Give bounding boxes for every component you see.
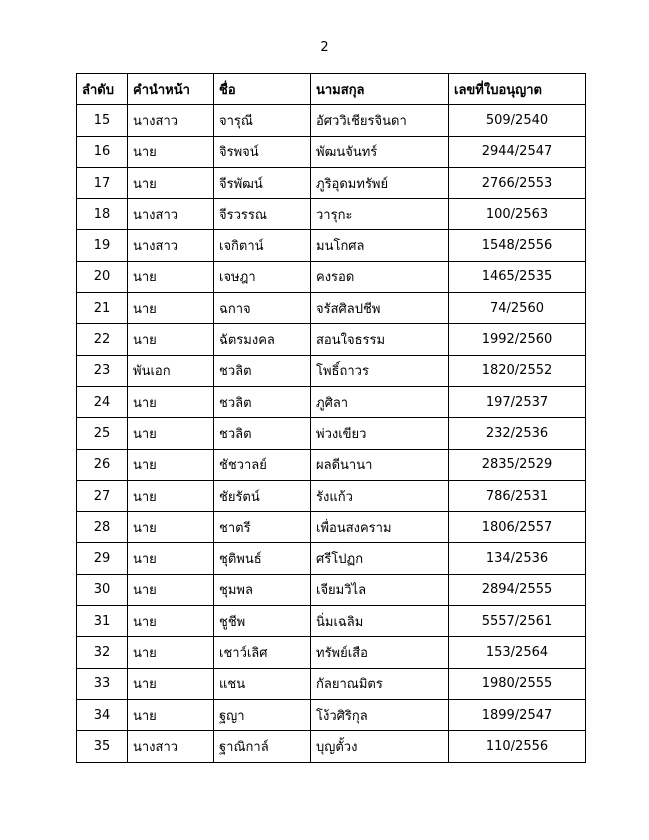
cell-title: นางสาว (128, 731, 214, 762)
cell-last-name: อัศววิเชียรจินดา (311, 105, 449, 136)
cell-last-name: ภูริอุดมทรัพย์ (311, 167, 449, 198)
cell-title: นาย (128, 480, 214, 511)
table-body (77, 105, 586, 762)
table-row (77, 512, 586, 543)
cell-title: นาย (128, 418, 214, 449)
cell-last-name: บุญตั้วง (311, 731, 449, 762)
cell-title: นาย (128, 293, 214, 324)
cell-first-name: เจกิตาน์ (214, 230, 311, 261)
cell-last-name: โง้วศิริกุล (311, 699, 449, 730)
cell-first-name: จีรพัฒน์ (214, 167, 311, 198)
cell-title: นาย (128, 637, 214, 668)
cell-title: พันเอก (128, 355, 214, 386)
cell-license: 5557/2561 (449, 606, 586, 637)
table-row (77, 449, 586, 480)
table-row (77, 136, 586, 167)
cell-no: 34 (77, 699, 128, 730)
cell-title: นาย (128, 574, 214, 605)
cell-title: นาย (128, 543, 214, 574)
cell-last-name: เพื่อนสงคราม (311, 512, 449, 543)
table-row (77, 731, 586, 762)
cell-license: 2944/2547 (449, 136, 586, 167)
cell-last-name: มนโกศล (311, 230, 449, 261)
cell-no: 35 (77, 731, 128, 762)
table-row (77, 355, 586, 386)
cell-license: 1820/2552 (449, 355, 586, 386)
cell-license: 153/2564 (449, 637, 586, 668)
header-last-name: นามสกุล (311, 74, 449, 105)
cell-first-name: เชาว์เลิศ (214, 637, 311, 668)
cell-license: 1992/2560 (449, 324, 586, 355)
cell-no: 26 (77, 449, 128, 480)
cell-title: นางสาว (128, 105, 214, 136)
cell-title: นาย (128, 261, 214, 292)
cell-license: 110/2556 (449, 731, 586, 762)
cell-no: 29 (77, 543, 128, 574)
header-license: เลขที่ใบอนุญาต (449, 74, 586, 105)
table-row (77, 293, 586, 324)
cell-last-name: คงรอด (311, 261, 449, 292)
cell-first-name: แชน (214, 668, 311, 699)
cell-last-name: รังแก้ว (311, 480, 449, 511)
table-row (77, 606, 586, 637)
cell-no: 30 (77, 574, 128, 605)
cell-first-name: ชัชวาลย์ (214, 449, 311, 480)
cell-last-name: ผลดีนานา (311, 449, 449, 480)
cell-no: 28 (77, 512, 128, 543)
table-row (77, 261, 586, 292)
cell-no: 31 (77, 606, 128, 637)
cell-no: 21 (77, 293, 128, 324)
cell-first-name: เจษฎา (214, 261, 311, 292)
cell-last-name: นิ่มเฉลิม (311, 606, 449, 637)
cell-first-name: ชูชีพ (214, 606, 311, 637)
cell-license: 2894/2555 (449, 574, 586, 605)
cell-license: 197/2537 (449, 386, 586, 417)
table-row (77, 418, 586, 449)
cell-first-name: ฐาณิกาล์ (214, 731, 311, 762)
cell-first-name: จีรวรรณ (214, 199, 311, 230)
header-title: คำนำหน้า (128, 74, 214, 105)
cell-no: 24 (77, 386, 128, 417)
cell-first-name: ชวลิต (214, 418, 311, 449)
table-row (77, 543, 586, 574)
cell-license: 134/2536 (449, 543, 586, 574)
cell-license: 1548/2556 (449, 230, 586, 261)
table-row (77, 324, 586, 355)
cell-title: นาย (128, 136, 214, 167)
cell-first-name: ฐญา (214, 699, 311, 730)
license-table (76, 73, 586, 763)
table-row (77, 386, 586, 417)
cell-no: 18 (77, 199, 128, 230)
cell-license: 2766/2553 (449, 167, 586, 198)
cell-first-name: ชวลิต (214, 355, 311, 386)
table-row (77, 199, 586, 230)
cell-title: นางสาว (128, 230, 214, 261)
cell-license: 1465/2535 (449, 261, 586, 292)
cell-license: 509/2540 (449, 105, 586, 136)
cell-license: 1980/2555 (449, 668, 586, 699)
table-header (77, 74, 586, 105)
cell-first-name: ชาตรี (214, 512, 311, 543)
cell-last-name: เจียมวิไล (311, 574, 449, 605)
cell-license: 74/2560 (449, 293, 586, 324)
header-row (77, 74, 586, 105)
cell-title: นาย (128, 449, 214, 480)
cell-first-name: ชัยรัตน์ (214, 480, 311, 511)
cell-no: 17 (77, 167, 128, 198)
cell-license: 232/2536 (449, 418, 586, 449)
cell-no: 22 (77, 324, 128, 355)
cell-license: 1899/2547 (449, 699, 586, 730)
cell-last-name: พ่วงเขียว (311, 418, 449, 449)
cell-title: นาย (128, 324, 214, 355)
table-row (77, 668, 586, 699)
table-row (77, 230, 586, 261)
cell-last-name: กัลยาณมิตร (311, 668, 449, 699)
table-row (77, 699, 586, 730)
cell-first-name: ชุมพล (214, 574, 311, 605)
cell-title: นาย (128, 668, 214, 699)
cell-title: นาย (128, 606, 214, 637)
table-row (77, 574, 586, 605)
cell-license: 1806/2557 (449, 512, 586, 543)
cell-no: 23 (77, 355, 128, 386)
cell-title: นาย (128, 512, 214, 543)
page-number: 2 (320, 40, 329, 55)
cell-first-name: จิรพจน์ (214, 136, 311, 167)
table-row (77, 637, 586, 668)
cell-last-name: จรัสศิลปชีพ (311, 293, 449, 324)
cell-first-name: ชวลิต (214, 386, 311, 417)
cell-no: 15 (77, 105, 128, 136)
cell-first-name: ฉัตรมงคล (214, 324, 311, 355)
cell-last-name: สอนใจธรรม (311, 324, 449, 355)
cell-license: 100/2563 (449, 199, 586, 230)
cell-no: 16 (77, 136, 128, 167)
table-row (77, 480, 586, 511)
cell-last-name: วารุกะ (311, 199, 449, 230)
cell-license: 786/2531 (449, 480, 586, 511)
header-no: ลำดับ (77, 74, 128, 105)
cell-title: นาย (128, 167, 214, 198)
cell-first-name: จารุณี (214, 105, 311, 136)
table-row (77, 167, 586, 198)
cell-last-name: ภูศิลา (311, 386, 449, 417)
table-row (77, 105, 586, 136)
cell-last-name: พัฒนจันทร์ (311, 136, 449, 167)
cell-no: 25 (77, 418, 128, 449)
cell-first-name: ฉกาจ (214, 293, 311, 324)
cell-last-name: ทรัพย์เสือ (311, 637, 449, 668)
cell-no: 32 (77, 637, 128, 668)
cell-license: 2835/2529 (449, 449, 586, 480)
cell-last-name: ศรีโปฏก (311, 543, 449, 574)
cell-no: 33 (77, 668, 128, 699)
cell-last-name: โพธิ์ถาวร (311, 355, 449, 386)
cell-no: 27 (77, 480, 128, 511)
cell-title: นางสาว (128, 199, 214, 230)
cell-no: 20 (77, 261, 128, 292)
header-first-name: ชื่อ (214, 74, 311, 105)
cell-title: นาย (128, 699, 214, 730)
cell-no: 19 (77, 230, 128, 261)
cell-title: นาย (128, 386, 214, 417)
cell-first-name: ชุติพนธ์ (214, 543, 311, 574)
